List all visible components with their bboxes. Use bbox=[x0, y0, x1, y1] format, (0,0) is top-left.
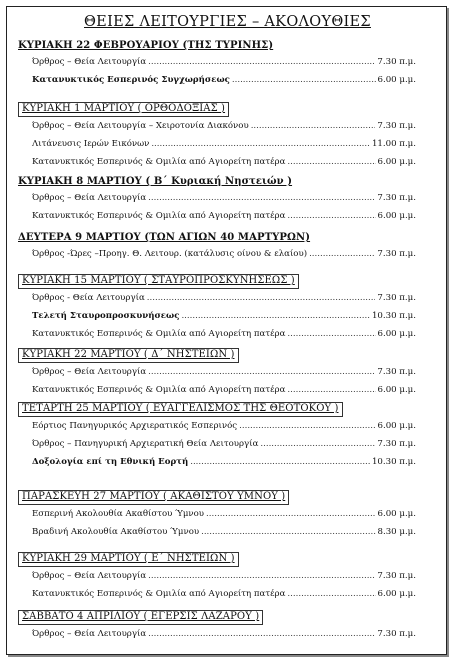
service-row bbox=[18, 289, 440, 307]
dot-leader bbox=[309, 245, 375, 263]
service-time: 7.30 π.μ. bbox=[377, 571, 416, 581]
dot-leader bbox=[148, 567, 375, 585]
service-time: 6.00 μ.μ. bbox=[377, 509, 416, 519]
service-name: Όρθρος – Θεία Λειτουργία bbox=[32, 571, 147, 581]
schedule-section bbox=[18, 546, 440, 603]
service-time: 7.30 π.μ. bbox=[377, 57, 416, 67]
service-row bbox=[18, 71, 440, 89]
dot-leader bbox=[287, 207, 375, 225]
service-row bbox=[18, 135, 440, 153]
service-time: 7.30 π.μ. bbox=[377, 249, 416, 259]
dot-leader bbox=[148, 189, 375, 207]
service-time: 7.30 π.μ. bbox=[377, 367, 416, 377]
service-time: 7.30 π.μ. bbox=[377, 293, 416, 303]
schedule-section bbox=[18, 484, 440, 541]
dot-leader bbox=[151, 135, 370, 153]
service-time: 6.00 μ.μ. bbox=[377, 329, 416, 339]
service-name: Όρθρος – Θεία Λειτουργία bbox=[32, 367, 147, 377]
page-title: ΘΕΙΕΣ ΛΕΙΤΟΥΡΓΙΕΣ – ΑΚΟΛΟΥΘΙΕΣ bbox=[84, 14, 371, 30]
section-heading: ΚΥΡΙΑΚΗ 8 ΜΑΡΤΙΟΥ ( Β΄ Κυριακή Νηστειών ) bbox=[18, 176, 293, 187]
service-name: Τελετή Σταυροπροσκυνήσεως bbox=[32, 311, 180, 321]
dot-leader bbox=[148, 53, 375, 71]
service-row bbox=[18, 117, 440, 135]
dot-leader bbox=[148, 625, 375, 643]
service-time: 10.30 π.μ. bbox=[371, 457, 416, 467]
dot-leader bbox=[148, 363, 375, 381]
service-name: Εόρτιος Πανηγυρικός Αρχιερατικός Εσπερινός bbox=[32, 421, 238, 431]
schedule-section bbox=[18, 396, 440, 471]
schedule-section bbox=[18, 232, 440, 263]
service-row bbox=[18, 435, 440, 453]
service-name: Κατανυκτικός Εσπερινός & Ομιλία από Αγιορείτη πατέρα bbox=[32, 589, 286, 599]
service-name: Κατανυκτικός Εσπερινός & Ομιλία από Αγιορείτη πατέρα bbox=[32, 385, 286, 395]
schedule-section bbox=[18, 40, 440, 89]
service-name: Όρθρος – Θεία Λειτουργία – Χειροτονία Διακόνου bbox=[32, 121, 249, 131]
service-name: Όρθρος – Θεία Λειτουργία bbox=[32, 629, 147, 639]
service-name: Κατανυκτικός Εσπερινός & Ομιλία από Αγιορείτη πατέρα bbox=[32, 157, 286, 167]
dot-leader bbox=[287, 153, 375, 171]
schedule-section bbox=[18, 176, 440, 225]
service-row bbox=[18, 625, 440, 643]
service-time: 6.00 μ.μ. bbox=[377, 421, 416, 431]
service-time: 7.30 π.μ. bbox=[377, 629, 416, 639]
service-name: Λιτάνευσις Ιερών Εικόνων bbox=[32, 139, 150, 149]
service-time: 6.00 μ.μ. bbox=[377, 211, 416, 221]
service-row bbox=[18, 245, 440, 263]
service-row bbox=[18, 585, 440, 603]
service-time: 7.30 π.μ. bbox=[377, 121, 416, 131]
service-name: Κατανυκτικός Εσπερινός & Ομιλία από Αγιορείτη πατέρα bbox=[32, 211, 286, 221]
dot-leader bbox=[287, 585, 375, 603]
dot-leader bbox=[260, 435, 375, 453]
dot-leader bbox=[201, 523, 375, 541]
section-heading: ΚΥΡΙΑΚΗ 22 ΦΕΒΡΟΥΑΡΙΟΥ (ΤΗΣ ΤΥΡΙΝΗΣ) bbox=[18, 40, 274, 51]
section-heading: ΤΕΤΑΡΤΗ 25 ΜΑΡΤΙΟΥ ( ΕΥΑΓΓΕΛΙΣΜΟΣ ΤΗΣ ΘΕΟΤΟΚΟΥ ) bbox=[18, 402, 343, 417]
schedule-section bbox=[18, 342, 440, 399]
dot-leader bbox=[206, 505, 375, 523]
section-heading: ΚΥΡΙΑΚΗ 22 ΜΑΡΤΙΟΥ ( Δ΄ ΝΗΣΤΕΙΩΝ ) bbox=[18, 348, 239, 363]
service-time: 10.30 π.μ. bbox=[371, 311, 416, 321]
dot-leader bbox=[287, 325, 375, 343]
service-time: 6.00 μ.μ. bbox=[377, 157, 416, 167]
service-time: 6.00 μ.μ. bbox=[377, 75, 416, 85]
service-time: 7.30 π.μ. bbox=[377, 439, 416, 449]
service-name: Κατανυκτικός Εσπερινός Συγχωρήσεως bbox=[32, 75, 230, 85]
service-row bbox=[18, 417, 440, 435]
section-heading: ΚΥΡΙΑΚΗ 1 ΜΑΡΤΙΟΥ ( ΟΡΘΟΔΟΞΙΑΣ ) bbox=[18, 102, 229, 117]
dot-leader bbox=[232, 71, 376, 89]
service-name: Όρθρος -Ώρες –Προηγ. Θ. Λειτουρ. (κατάλυσις οίνου & ελαίου) bbox=[32, 249, 308, 259]
service-time: 8.30 μ.μ. bbox=[377, 527, 416, 537]
schedule-section bbox=[18, 96, 440, 171]
service-row bbox=[18, 189, 440, 207]
section-heading: ΚΥΡΙΑΚΗ 15 ΜΑΡΤΙΟΥ ( ΣΤΑΥΡΟΠΡΟΣΚΥΝΗΣΕΩΣ ) bbox=[18, 274, 299, 289]
service-name: Εσπερινή Ακολουθία Ακαθίστου Ύμνου bbox=[32, 509, 205, 519]
section-heading: ΚΥΡΙΑΚΗ 29 ΜΑΡΤΙΟΥ ( Ε΄ ΝΗΣΤΕΙΩΝ ) bbox=[18, 552, 239, 567]
service-time: 7.30 π.μ. bbox=[377, 193, 416, 203]
service-row bbox=[18, 363, 440, 381]
service-time: 11.00 π.μ. bbox=[371, 139, 416, 149]
dot-leader bbox=[181, 307, 370, 325]
service-row bbox=[18, 325, 440, 343]
service-row bbox=[18, 307, 440, 325]
service-name: Δοξολογία επί τη Εθνική Εορτή bbox=[32, 457, 189, 467]
dot-leader bbox=[190, 453, 370, 471]
service-row bbox=[18, 567, 440, 585]
dot-leader bbox=[251, 117, 376, 135]
service-name: Όρθρος – Θεία Λειτουργία bbox=[32, 193, 147, 203]
section-heading: ΣΑΒΒΑΤΟ 4 ΑΠΡΙΛΙΟΥ ( ΕΓΕΡΣΙΣ ΛΑΖΑΡΟΥ ) bbox=[18, 610, 263, 625]
service-name: Όρθρος – Πανηγυρική Αρχιερατική Θεία Λειτουργία bbox=[32, 439, 259, 449]
service-row bbox=[18, 505, 440, 523]
service-name: Όρθρος - Θεία Λειτουργία bbox=[32, 293, 145, 303]
dot-leader bbox=[147, 289, 376, 307]
service-row bbox=[18, 53, 440, 71]
service-time: 6.00 μ.μ. bbox=[377, 385, 416, 395]
section-heading: ΔΕΥΤΕΡΑ 9 ΜΑΡΤΙΟΥ (ΤΩΝ ΑΓΙΩΝ 40 ΜΑΡΤΥΡΩΝ) bbox=[18, 232, 311, 243]
schedule-section bbox=[18, 268, 440, 343]
service-name: Όρθρος – Θεία Λειτουργία bbox=[32, 57, 147, 67]
service-name: Βραδινή Ακολουθία Ακαθίστου Ύμνου bbox=[32, 527, 200, 537]
service-row bbox=[18, 153, 440, 171]
service-time: 6.00 μ.μ. bbox=[377, 589, 416, 599]
service-row bbox=[18, 453, 440, 471]
dot-leader bbox=[239, 417, 375, 435]
service-row bbox=[18, 207, 440, 225]
service-row bbox=[18, 523, 440, 541]
service-name: Κατανυκτικός Εσπερινός & Ομιλία από Αγιορείτη πατέρα bbox=[32, 329, 286, 339]
section-heading: ΠΑΡΑΣΚΕΥΗ 27 ΜΑΡΤΙΟΥ ( ΑΚΑΘΙΣΤΟΥ ΥΜΝΟΥ ) bbox=[18, 490, 289, 505]
schedule-section bbox=[18, 604, 440, 643]
